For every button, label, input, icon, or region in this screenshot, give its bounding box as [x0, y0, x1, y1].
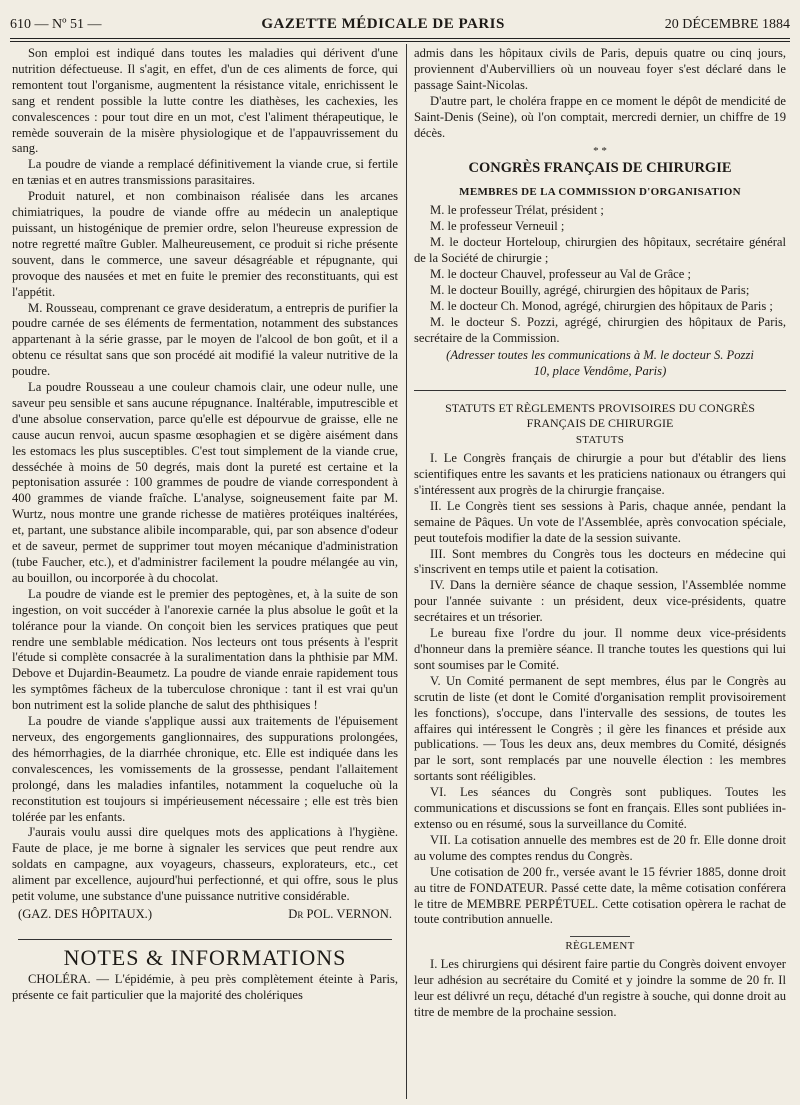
paragraph: La poudre de viande est le premier des peptogènes, et, à la suite de son ingestion, on voit succéder à l'anorexie carnée la plus absolue le goût et la tolérance pour la viande. On conçoit bien les services pratiques que peut rendre une semblable médication. Nos lecteurs ont tous présents à l'esprit l'étude si complète consacrée à la suralimentation dans la phthisie par MM. Debove et Dujardin-Beaumetz. La poudre de viande enraie rapidement tous les symptômes fâcheux de la tuberculose chronique : tant il est vrai qu'un bon nutriment est la solide planche de salut des phthisiques ! — [12, 586, 398, 713]
member-item: M. le docteur Horteloup, chirurgien des hôpitaux, secrétaire général de la Société de chirurgie ; — [414, 235, 786, 265]
section-rule — [414, 390, 786, 391]
member-item: M. le docteur Bouilly, agrégé, chirurgien des hôpitaux de Paris; — [430, 282, 750, 297]
article-item: Une cotisation de 200 fr., versée avant le 15 février 1885, donne droit au titre de FONDATEUR. Passé cette date, la même cotisation conférera le titre de MEMBRE PERPÉTUEL. Cette cotisation opèrera le rachat de toute contribution annuelle. — [414, 864, 786, 927]
left-column — [12, 46, 398, 1099]
statuts-title: STATUTS ET RÈGLEMENTS PROVISOIRES DU CONGRÈS FRANÇAIS DE CHIRURGIE — [445, 401, 755, 431]
publication-title: GAZETTE MÉDICALE DE PARIS — [261, 16, 505, 32]
member-item: M. le professeur Verneuil ; — [430, 219, 565, 234]
right-column — [414, 46, 786, 1099]
short-rule — [570, 936, 630, 937]
cholera-note — [12, 972, 398, 1004]
paragraph: D'autre part, le choléra frappe en ce moment le dépôt de mendicité de Saint-Denis (Seine), où l'on comptait, mercredi dernier, un chiffre de 19 décès. — [414, 93, 786, 140]
statuts-subheading: STATUTS — [575, 434, 625, 447]
section-rule — [18, 939, 392, 940]
notes-title: NOTES & INFORMATIONS — [63, 944, 347, 970]
cholera-text: — L'épidémie, à peu près complètement éteinte à Paris, présente ce fait particulier que la majorité des cholériques — [12, 971, 398, 1002]
member-item: M. le docteur S. Pozzi, agrégé, chirurgien des hôpitaux de Paris, secrétaire de la Commission. — [414, 314, 786, 345]
stars-separator: * * — [593, 145, 607, 158]
article-signature — [12, 907, 398, 923]
article-item: III. Sont membres du Congrès tous les docteurs en médecine qui s'inscrivent en temps utile et paient la cotisation. — [414, 546, 786, 577]
issue-date: 20 DÉCEMBRE 1884 — [664, 17, 790, 32]
paragraph: M. Rousseau, comprenant ce grave desideratum, a entrepris de purifier la poudre carnée de ses éléments de fermentation, notamment des substances appartenant à la série grasse, par le moyen de l'alcool de bon goût, et il a obtenu ce résultat sans que son procédé ait modifié la valeur nutritive de la poudre. — [12, 300, 398, 379]
paragraph: J'aurais voulu aussi dire quelques mots des applications à l'hygiène. Faute de place, je me borne à signaler les services que peut rendre aux soldats en campagne, aux voyageurs, chasseurs, explorateurs, etc., cet aliment par excellence, aujourd'hui perfectionné, et qui offre, sous le plus petit volume, une substance d'une puissance nutritive considérable. — [12, 825, 398, 904]
article-item: I. Le Congrès français de chirurgie a pour but d'établir des liens scientifiques entre les savants et les praticiens nationaux ou étrangers qui s'intéressent aux progrès de la chirurgie française. — [414, 451, 786, 497]
reglement-subheading: RÈGLEMENT — [565, 940, 635, 953]
member-item: M. le docteur Chauvel, professeur au Val de Grâce ; — [430, 266, 691, 281]
address-line: 10, place Vendôme, Paris) — [533, 364, 667, 379]
article-item: V. Un Comité permanent de sept membres, élus par le Congrès au scrutin de liste (et dont le Comité d'organisation remplit provisoirement les fonctions), s'occupe, dans l'intervalle des sessions, de toutes les affaires qui intéressent le Congrès ; il gère les finances et préside aux publications. — Tous les deux ans, deux membres du Comité, désignés par le sort, sont remplacés par une nouvelle élection : les membres sortants sont rééligibles. — [414, 673, 786, 784]
member-item: M. le docteur Ch. Monod, agrégé, chirurgien des hôpitaux de Paris ; — [430, 298, 773, 313]
article-item: VII. La cotisation annuelle des membres est de 20 fr. Elle donne droit au volume des comptes rendus du Congrès. — [414, 832, 786, 863]
member-item: M. le professeur Trélat, président ; — [430, 203, 604, 218]
article-item: Le bureau fixe l'ordre du jour. Il nomme deux vice-présidents d'honneur dans la première séance. Il tranche toutes les questions qui lui sont soumises par le Comité. — [414, 626, 786, 672]
article-item: VI. Les séances du Congrès sont publiques. Toutes les communications et discussions se font en français. Elles sont publiées in-extenso ou en résumé, sous la surveillance du Comité. — [414, 785, 786, 831]
address-line: (Adresser toutes les communications à M. le docteur S. Pozzi — [446, 348, 754, 363]
address-note — [414, 348, 786, 380]
reglement-item: I. Les chirurgiens qui désirent faire partie du Congrès doivent envoyer leur adhésion au secrétaire du Comité et y joindre la somme de 20 fr. Il leur est délivré un reçu, détaché d'un registre à souche, qui donne droit au titre de membre de la prochaine session. — [414, 957, 786, 1019]
paragraph: La poudre de viande s'applique aussi aux traitements de l'épuisement nerveux, des engorgements ganglionnaires, des suppurations prolongées, des hémorrhagies, de la diarrhée chronique, etc. Elle est indiquée dans les convalescences, les vomissements de la grossesse, pendant l'allaitement prolongé, dans les maladies infantiles, notamment la coqueluche où la reconstitution est toujours si impérieusement nécessaire ; elle est très bien tolérée par les enfants. — [12, 714, 398, 824]
paragraph: La poudre de viande a remplacé définitivement la viande crue, si fertile en tænias et en autres transmissions parasitaires. — [12, 157, 398, 188]
page-number: 610 — Nº 51 — — [10, 17, 102, 32]
article-item: IV. Dans la dernière séance de chaque session, l'Assemblée nomme pour l'année suivante : un président, deux vice-présidents, quatre secrétaires et un trésorier. — [414, 578, 786, 625]
source-reference: (GAZ. DES HÔPITAUX.) — [18, 906, 153, 921]
page-header — [10, 16, 790, 38]
paragraph: Son emploi est indiqué dans toutes les maladies qui dérivent d'une nutrition défectueuse. Il s'agit, en effet, d'un de ces aliments de force, qui remontent tout l'organisme, augmentent la résistance vitale, enrichissent le sang et rendent possible la lutte contre les diathèses, les cachexies, les convalescences : pour tout dire en un mot, c'est l'aliment thérapeutique, le remède souverain de la misère physiologique et de l'appauvrissement du sang. — [12, 46, 398, 156]
author-name: Dr POL. VERNON. — [288, 906, 392, 921]
paragraph: La poudre Rousseau a une couleur chamois clair, une odeur nulle, une saveur peu sensible et sans aucune répugnance. Inaltérable, imputrescible et d'une absolue conservation, parce qu'elle est dépourvue de graisse, elle ne cause aucun renvoi, aucun spasme œsophagien et se digère aisément dans les estomacs les plus susceptibles. C'est tout simplement de la viande crue, desséchée à moins de 50 degrés, mais dont la pureté est certaine et la peptonisation assurée : 100 grammes de poudre de viande correspondent à 400 grammes de viande fraîche. L'analyse, soigneusement faite par M. Wurtz, nous montre une grande richesse de matières protéiques inaltérées, et, partant, une substance alibile incomparable, qui, par son absence d'odeur et de saveur, permet de supprimer tout moyen mécanique d'administration (tube Faucher, etc.), et d'administrer facilement la poudre mélangée au vin, au bouillon, ou incorporée à du chocolat. — [12, 380, 398, 585]
paragraph: admis dans les hôpitaux civils de Paris, depuis quatre ou cinq jours, proviennent d'Aubervilliers où un nouveau foyer s'est déclaré dans le passage Saint-Nicolas. — [414, 46, 786, 92]
cholera-label: CHOLÉRA. — [28, 971, 91, 986]
paragraph: Produit naturel, et non combinaison réalisée dans les arcanes chimiatriques, la poudre de viande offre au médecin un analeptique puissant, un histogénique de premier ordre, selon l'heureuse expression de notre regretté maître Gubler. Malheureusement, ce produit si riche présente souvent, dans le commerce, une saveur désagréable et répugnante, qui provoque des nausées et met en fuite le premier des reconstituants, qui est l'appétit. — [12, 189, 398, 299]
congres-title: CONGRÈS FRANÇAIS DE CHIRURGIE — [468, 160, 732, 177]
column-divider — [406, 44, 407, 1099]
header-rule — [10, 38, 790, 42]
article-item: II. Le Congrès tient ses sessions à Paris, chaque année, pendant la semaine de Pâques. Un vote de l'Assemblée, après convocation spéciale, peut toutefois modifier la date de la session suivante. — [414, 498, 786, 545]
membres-heading: MEMBRES DE LA COMMISSION D'ORGANISATION — [459, 186, 741, 199]
